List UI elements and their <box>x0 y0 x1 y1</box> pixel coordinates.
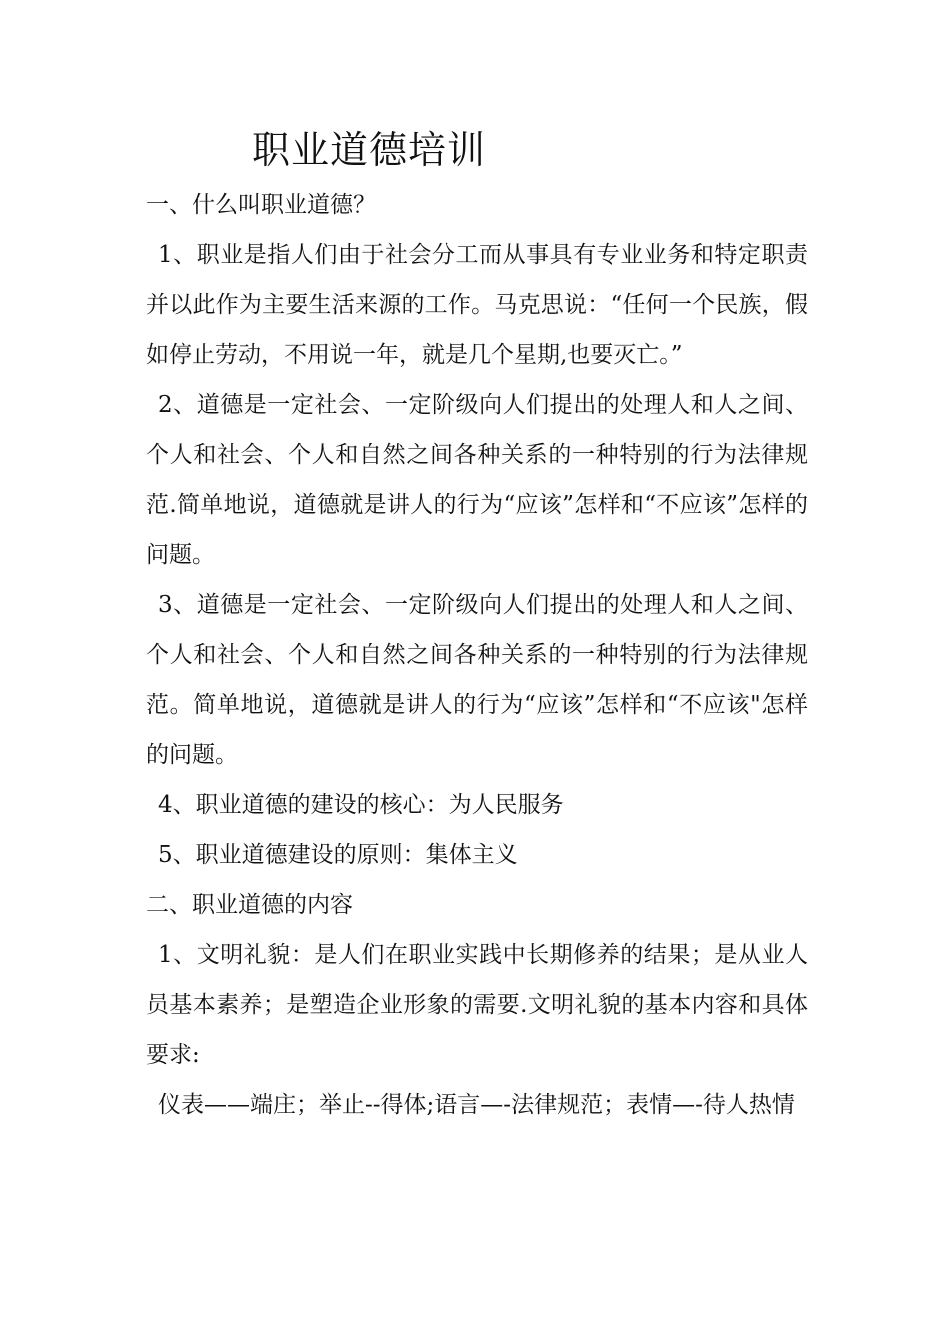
paragraph-courtesy: 1、文明礼貌：是人们在职业实践中长期修养的结果；是从业人员基本素养；是塑造企业形象的需要.文明礼貌的基本内容和具体要求: <box>146 942 808 1068</box>
paragraph-morality-1: 2、道德是一定社会、一定阶级向人们提出的处理人和人之间、个人和社会、个人和自然之间各种关系的一种特别的行为法律规范.简单地说，道德就是讲人的行为“应该”怎样和“不应该”怎样的问题。 <box>146 392 808 568</box>
paragraph-occupation: 1、职业是指人们由于社会分工而从事具有专业业务和特定职责并以此作为主要生活来源的工作。马克思说：“任何一个民族，假如停止劳动，不用说一年，就是几个星期,也要灭亡。” <box>146 242 808 368</box>
section-heading-1: 一、什么叫职业道德？ <box>146 192 376 218</box>
paragraph-principle: 5、职业道德建设的原则：集体主义 <box>158 842 518 868</box>
document-title: 职业道德培训 <box>252 128 487 172</box>
section-heading-2: 二、职业道德的内容 <box>146 892 353 918</box>
paragraph-core: 4、职业道德的建设的核心：为人民服务 <box>158 792 564 818</box>
document-body <box>146 180 808 1130</box>
paragraph-requirements: 仪表——端庄；举止--得体;语言—-法律规范；表情—-待人热情 <box>158 1092 795 1118</box>
paragraph-morality-2: 3、道德是一定社会、一定阶级向人们提出的处理人和人之间、个人和社会、个人和自然之间各种关系的一种特别的行为法律规范。简单地说，道德就是讲人的行为“应该”怎样和“不应该"怎样的问题。 <box>146 592 808 768</box>
